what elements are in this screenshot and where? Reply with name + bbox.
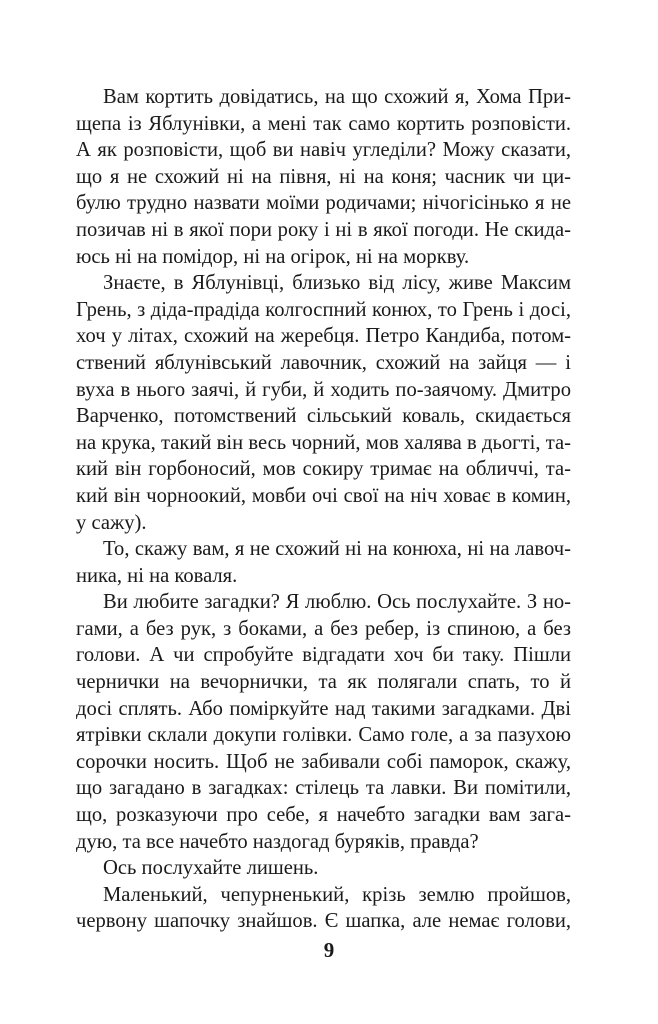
text-line: ствений яблунівський лавочник, схожий на зайця — і bbox=[76, 351, 571, 374]
text-line: досі сплять. Або поміркуйте над такими загадками. Дві bbox=[76, 697, 571, 720]
page-number: 9 bbox=[323, 938, 335, 962]
text-line: червону шапочку знайшов. Є шапка, але немає голови, bbox=[76, 910, 571, 933]
text-line: що загадано в загадках: стілець та лавки. Ви помітили, bbox=[76, 777, 571, 800]
text-line: Грень, з діда-прадіда колгоспний конюх, то Грень і досі, bbox=[76, 298, 571, 321]
paragraph-1 bbox=[76, 84, 571, 270]
paragraph-2 bbox=[76, 270, 571, 536]
paragraph-4 bbox=[76, 589, 571, 855]
text-line: ятрівки склали докупи голівки. Само голе, а за пазухою bbox=[76, 724, 571, 747]
text-line: А як розповісти, щоб ви навіч угледіли? Можу сказати, bbox=[76, 139, 571, 162]
paragraph-5 bbox=[76, 855, 571, 882]
text-line: ника, ні на коваля. bbox=[76, 564, 238, 587]
paragraph-6 bbox=[76, 882, 571, 935]
text-line: То, скажу вам, я не схожий ні на конюха, ні на лавоч- bbox=[103, 538, 571, 561]
text-line: у сажу). bbox=[76, 511, 147, 534]
text-line: чернички на вечорнички, та як полягали спать, то й bbox=[76, 671, 571, 694]
text-line: позичав ні в якої пори року і ні в якої погоди. Не скида- bbox=[76, 218, 571, 241]
text-line: Варченко, потомствений сільський коваль, скидається bbox=[76, 405, 571, 428]
text-line: Ось послухайте лишень. bbox=[103, 857, 319, 880]
text-line: юсь ні на помідор, ні на огірок, ні на моркву. bbox=[76, 245, 470, 268]
text-line: Маленький, чепурненький, крізь землю пройшов, bbox=[103, 883, 571, 906]
paragraph-3 bbox=[76, 536, 571, 589]
text-line: на крука, такий він весь чорний, мов халява в дьогті, та- bbox=[76, 431, 571, 454]
text-line: кий він горбоносий, мов сокиру тримає на обличчі, та- bbox=[76, 458, 571, 481]
text-line: голови. А чи спробуйте відгадати хоч би таку. Пішли bbox=[76, 644, 571, 667]
text-line: гами, а без рук, з боками, а без ребер, із спиною, а без bbox=[76, 617, 571, 640]
text-line: Ви любите загадки? Я люблю. Ось послухайте. З но- bbox=[103, 591, 571, 614]
text-line: що, розказуючи про себе, я начебто загадки вам зага- bbox=[76, 804, 571, 827]
text-line: Вам кортить довідатись, на що схожий я, Хома При- bbox=[103, 86, 571, 108]
text-line: що я не схожий ні на півня, ні на коня; часник чи ци- bbox=[76, 165, 571, 188]
body-text bbox=[76, 84, 571, 935]
text-line: булю трудно назвати моїми родичами; нічогісінько я не bbox=[76, 192, 571, 215]
text-line: дую, та все начебто наздогад буряків, правда? bbox=[76, 830, 479, 853]
text-line: сорочки носить. Щоб не забивали собі паморок, скажу, bbox=[76, 750, 571, 773]
text-line: кий він чорноокий, мовби очі свої на ніч ховає в комин, bbox=[76, 484, 571, 507]
text-line: вуха в нього заячі, й губи, й ходить по-заячому. Дмитро bbox=[76, 378, 571, 401]
text-line: Знаєте, в Яблунівці, близько від лісу, живе Максим bbox=[103, 272, 571, 295]
text-line: хоч у літах, схожий на жеребця. Петро Кандиба, потом- bbox=[76, 325, 571, 348]
text-line: щепа із Яблунівки, а мені так само кортить розповісти. bbox=[76, 112, 571, 135]
